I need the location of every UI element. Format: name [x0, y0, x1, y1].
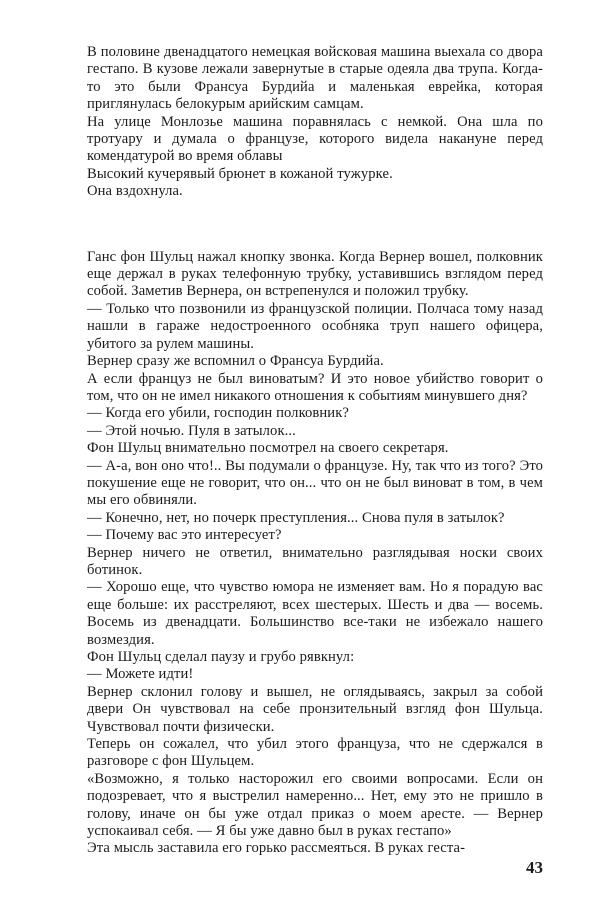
- paragraph: Эта мысль заставила его горько рассмеяться. В руках геста-: [87, 840, 466, 857]
- paragraph: Вернер ничего не ответил, внимательно разглядывая носки своих ботинок.: [87, 544, 543, 578]
- paragraph: — Только что позвонили из французской полиции. Полчаса тому назад нашли в гараже недостроенного особняка труп нашего офицера, убитого за рулем машины.: [87, 300, 543, 352]
- paragraph: А если француз не был виноватым? И это новое убийство говорит о том, что он не имел никакого отношения к событиям минувшего дня?: [87, 370, 543, 404]
- paragraph: — А-а, вон оно что!.. Вы подумали о французе. Ну, так что из того? Это покушение еще не говорит, что он... что он не был виноват в том, в чем мы его обвиняли.: [87, 457, 543, 509]
- paragraph: Фон Шульц сделал паузу и грубо рявкнул:: [87, 649, 355, 665]
- paragraph: На улице Монлозье машина поравнялась с немкой. Она шла по тротуару и думала о французе, которого видела накануне перед комендатурой во время облавы: [87, 113, 543, 165]
- paragraph: «Возможно, я только насторожил его своими вопросами. Если он подозревает, что я выстрелил намеренно... Нет, ему это не пришло в голову, иначе он бы уже отдал приказ о моем аресте. — Вернер успокаивал себя. — Я бы уже давно был в руках гестапо»: [87, 770, 543, 840]
- paragraph: — Можете идти!: [87, 666, 194, 683]
- paragraph: — Хорошо еще, что чувство юмора не изменяет вам. Но я порадую вас еще больше: их расстреляют, всех шестерых. Шесть и два — восемь. Восемь из двенадцати. Большинство все-таки не избежало нашего возмездия.: [87, 579, 543, 648]
- paragraph: — Конечно, нет, но почерк преступления... Снова пуля в затылок?: [87, 509, 505, 526]
- book-page: [87, 44, 543, 904]
- paragraph: Вернер склонил голову и вышел, не оглядываясь, закрыл за собой двери Он чувствовал на себе пронзительный взгляд фон Шульца. Чувствовал почти физически.: [87, 683, 543, 735]
- paragraph: — Когда его убили, господин полковник?: [87, 405, 349, 422]
- page-number: 43: [526, 858, 543, 877]
- paragraph: Ганс фон Шульц нажал кнопку звонка. Когда Вернер вошел, полковник еще держал в руках телефонную трубку, уставившись взглядом перед собой. Заметив Вернера, он встрепенулся и положил трубку.: [87, 248, 543, 300]
- section-2: [87, 249, 543, 858]
- section-break: [87, 201, 543, 249]
- paragraph: — Этой ночью. Пуля в затылок...: [87, 422, 296, 439]
- paragraph: Высокий кучерявый брюнет в кожаной тужурке.: [87, 165, 393, 182]
- paragraph: Фон Шульц внимательно посмотрел на своего секретаря.: [87, 440, 449, 457]
- paragraph: В половине двенадцатого немецкая войсковая машина выехала со двора гестапо. В кузове лежали завернутые в старые одеяла два трупа. Когда-то это были Франсуа Бурдийа и маленькая еврейка, которая приглянулась белокурым арийским самцам.: [87, 44, 543, 113]
- paragraph: Она вздохнула.: [87, 183, 183, 200]
- paragraph: Теперь он сожалел, что убил этого француза, что не сдержался в разговоре с фон Шульцем.: [87, 736, 543, 770]
- paragraph: — Почему вас это интересует?: [87, 527, 282, 544]
- paragraph: Вернер сразу же вспомнил о Франсуа Бурдийа.: [87, 353, 384, 370]
- section-1: [87, 44, 543, 201]
